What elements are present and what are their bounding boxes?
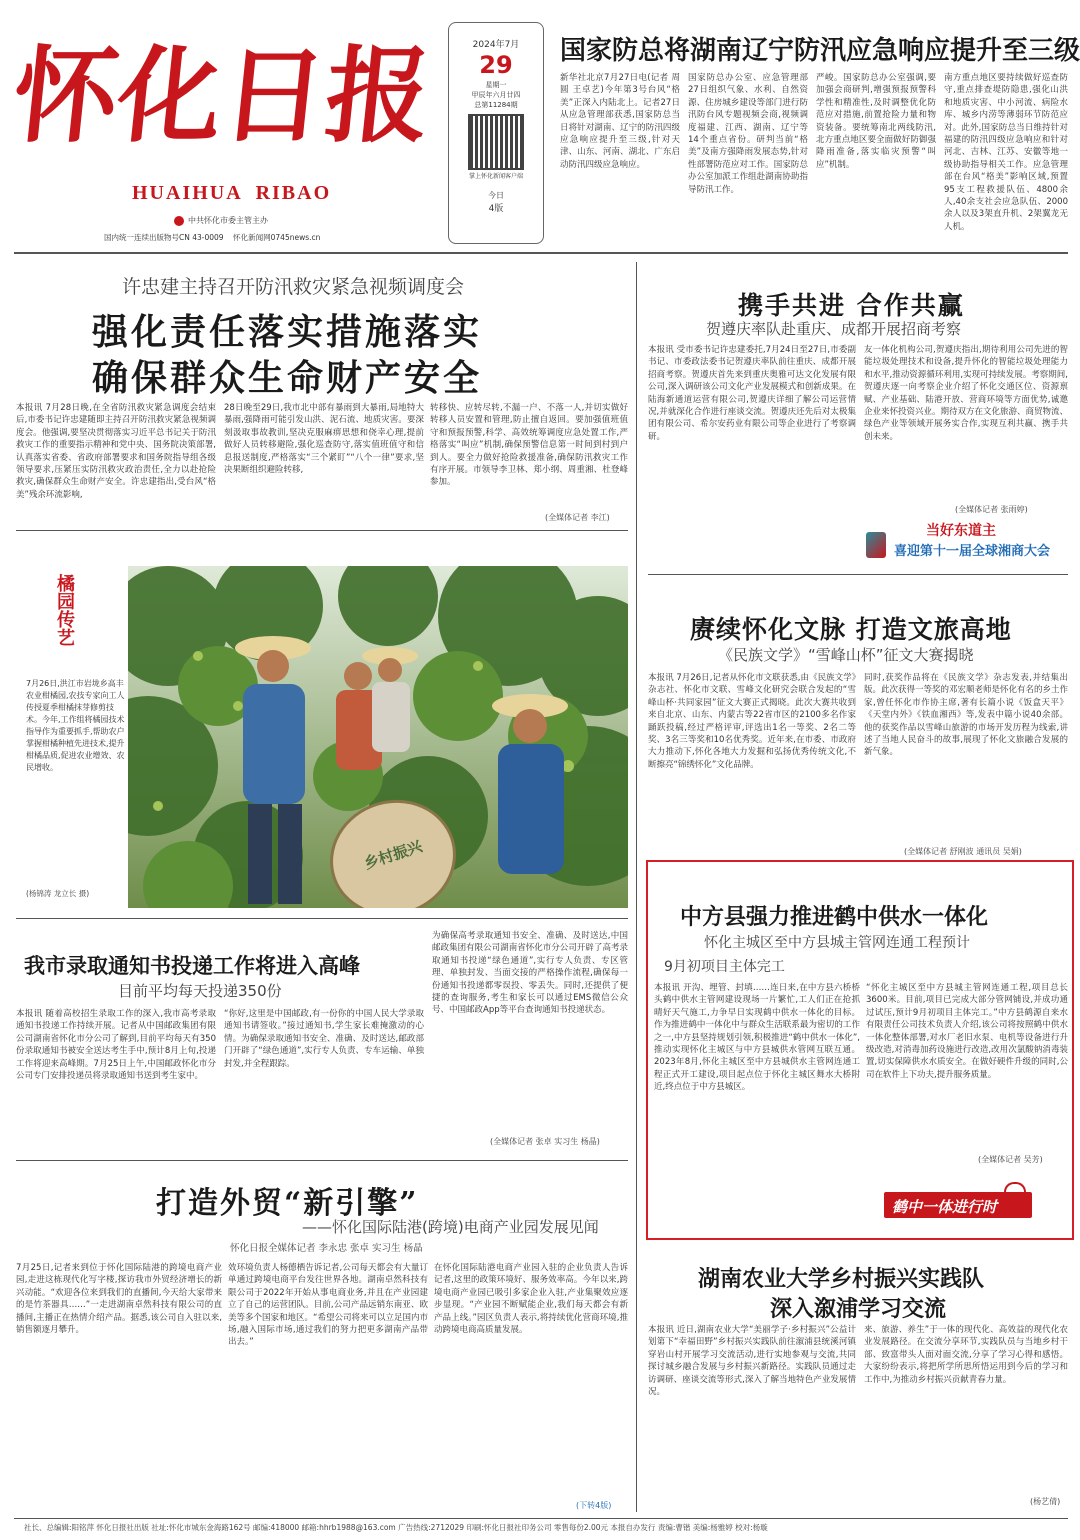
left-divider-3 (16, 1160, 628, 1161)
masthead-pinyin: HUAIHUA RIBAO (132, 182, 332, 204)
column-divider (636, 262, 637, 1512)
right-story2-col1: 本报讯 7月26日,记者从怀化市文联获悉,由《民族文学》杂志社、怀化市文联、雪峰文化研究会联合发起的“雪峰山杯·共同家园”征文大赛正式揭晓。此次大赛共收到来自北京、山东、内蒙古等22省市区的2100多名作家踊跃投稿,经过严格评审,评选出1名一等奖、2名二等奖、3名三等奖和10名优秀奖。近年来,在市委、市政府大力推动下,怀化各地大力发掘和弘扬优秀传统文化,不断擦亮“锦绣怀化”文化品牌。 (648, 673, 856, 770)
featured-sub-1: 怀化主城区至中方县城主管网连通工程预计 (704, 935, 970, 951)
right-story3-col2: 来、旅游、养生”于一体的现代化、高效益的现代化农业发展路径。在交流分享环节,实践队员与当地乡村干部、致富带头人面对面交流,分享了学习心得和感悟。大家纷纷表示,将把所学所思所悟运用到今后的学习和工作中,为推动乡村振兴贡献青春力量。 (864, 1325, 1068, 1385)
featured-credit: (全媒体记者 吴芳) (978, 1155, 1043, 1164)
date-lunar: 甲辰年六月廿四 (471, 91, 521, 99)
right-story2-sub: 《民族文学》“雪峰山杯”征文大赛揭晓 (718, 646, 974, 664)
photo-caption: 7月26日,洪江市岩垅乡高丰农业柑橘园,农技专家向工人传授夏季柑橘抹芽修剪技术。今年,工作组将橘园技术指导作为重要抓手,帮助农户掌握柑橘种植先进技术,提升柑橘品质,促进农业增效、农民增收。 (26, 679, 125, 772)
featured-col1: 本报讯 开沟、埋管、封填……连日来,在中方县六桥桥头鹤中供水主管网建设现场一片繁忙,工人们正在抢抓晴好天气施工,力争早日实现鹤中供水一体化的目标。作为推进鹤中一体化中与群众生活联系最为密切的工作之一,中方县坚持规划引领,积极推进“鹤中供水一体化”,推动实现怀化主城区与中方县城供水管网互联互通。2023年8月,怀化主城区至中方县城供水主管网连通工程正式开工建设,项目起点位于怀化主城区舞水大桥附近,终点位于中方县城区。 (654, 983, 860, 1093)
left-story2-col3: 为确保高考录取通知书安全、准确、及时送达,中国邮政集团有限公司湖南省怀化市分公司开辟了高考录取通知书投递“绿色通道”,实行专人负责、专区管理、单独封发、当面交接的严格操作流程,确保每一份通知书投递都零误投、零丢失。同时,还提供了便捷的查询服务,考生和家长可以通过EMS微信公众号、中国邮政App等平台查询通知书投递状态。 (432, 931, 628, 1016)
left-divider-1 (16, 530, 628, 531)
right-story1-sub: 贺遵庆率队赴重庆、成都开展招商考察 (706, 320, 962, 338)
right-story3-credit: (杨艺倩) (1030, 1497, 1061, 1506)
top-story-col1: 新华社北京7月27日电(记者 周圆 王卓艺)今年第3号台风“格美”正深入内陆北上。记者27日从应急管理部获悉,国家防总当日将针对湖南、辽宁的防汛四级应急响应提升至三级,针对天津、山东、河南、湖北、广东启动防汛四级应急响应。 (560, 73, 680, 170)
today-label: 今日 (488, 191, 504, 200)
right-story1-col1: 本报讯 受市委书记许忠建委托,7月24日至27日,市委副书记、市委政法委书记贺遵庆率队前往重庆、成都开展招商考察。贺遵庆首先来到重庆奥雅可达文化发展有限公司,深入调研该公司文化产业发展模式和创新成果。在陆海新通道运营有限公司,贺遵庆详细了解公司运营情况,并就深化合作进行座谈交流。贺遵庆还先后对太极集团有限公司、希尔安药业有限公司等企业进行了考察调研。 (648, 345, 856, 442)
left-lead-credit: (全媒体记者 李江) (545, 513, 610, 522)
center-story-headline: 打造外贸“新引擎” (156, 1186, 419, 1221)
masthead-logo: 怀化日报 (7, 34, 437, 157)
cn-number: 国内统一连续出版物号CN 43-0009 (104, 233, 224, 242)
featured-headline: 中方县强力推进鹤中供水一体化 (680, 904, 989, 930)
left-lead-col2: 28日晚至29日,我市北中部有暴雨到大暴雨,局地特大暴雨,强降雨可能引发山洪、泥石流、地质灾害。要深刻汲取事故教训,坚决克服麻痹思想和侥幸心理,提前做好人员转移避险,强化巡查防守,落实值班值守和信息报送制度,严格落实“三个紧盯”“八个一律”要求,坚决果断组织避险转移, (224, 403, 424, 476)
date-issue: 总第11284期 (474, 101, 518, 109)
hat-text: 乡村振兴 (361, 837, 425, 873)
qr-code-icon (470, 116, 522, 168)
feature-series-logo (884, 1192, 1032, 1218)
featured-col2: “怀化主城区至中方县城主管网连通工程,项目总长3600米。目前,项目已完成大部分管网铺设,并成功通过试压,预计9月初项目主体完工。”中方县鹤源自来水有限责任公司技术负责人介绍,该公司将按照鹤中供水一体化整体部署,对水厂老旧水泵、电机等设备进行升级改造,对消毒加药设施进行改造,改用次氯酸钠消毒装置,切实保障供水水质安全。在做好硬件升级的同时,公司在软件上下功夫,提升服务质量。 (866, 983, 1068, 1080)
pages-count: 4版 (488, 204, 504, 214)
featured-story-box (646, 860, 1074, 1240)
photo-credit: (杨锦涛 龙立长 摄) (26, 889, 90, 898)
xiangshang-banner (866, 518, 1068, 566)
masthead (7, 14, 444, 244)
left-story2-col1: 本报讯 随着高校招生录取工作的深入,我市高考录取通知书投递工作持续开展。记者从中国邮政集团有限公司湖南省怀化市分公司了解到,目前平均每天有350份录取通知书被安全送达考生手中,预计8月上旬,投递工作将迎来高峰期。7月25日上午,中国邮政怀化市分公司专门安排投递员将录取通知书送到考生家中。 (16, 1009, 216, 1082)
photo-orchard (128, 566, 628, 908)
footer-text: 社长、总编辑:阳铭萍 怀化日报社出版 社址:怀化市城东金海路162号 邮编:418000 邮箱:hhrb1988@163.com 广告热线:2712029 印刷:怀化日报社印务公司 零售每份2.00元 本报自办发行 责编:曹锴 美编:杨雅婷 校对:杨璇 (24, 1523, 768, 1532)
center-story-col3: 在怀化国际陆港电商产业园入驻的企业负责人告诉记者,这里的政策环境好、服务效率高。今年以来,跨境电商产业园已吸引多家企业入驻,产业集聚效应逐步显现。“产业园不断赋能企业,我们每天都会有新产品上线。”园区负责人表示,将持续优化营商环境,推动跨境电商高质量发展。 (434, 1263, 628, 1336)
masthead-divider (14, 252, 1068, 254)
date-day: 29 (479, 51, 513, 79)
right-story2-headline: 赓续怀化文脉 打造文旅高地 (690, 615, 1012, 644)
right-story1-col2: 友一体化机构公司,贺遵庆指出,期待利用公司先进的智能垃圾处理技术和设备,提升怀化的智能垃圾处理能力和水平,推动资源循环利用,实现可持续发展。考察期间,贺遵庆逐一向考察企业介绍了怀化交通区位、资源禀赋、产业基础、陆港开放、营商环境等方面优势,诚邀企业来怀投资兴业。期待双方在文化旅游、商贸物流、绿色产业等领域开展务实合作,实现互利共赢、携手共创未来。 (864, 345, 1068, 442)
date-weekday: 星期一 (485, 81, 507, 89)
right-story1-credit: (全媒体记者 张雨婷) (955, 505, 1028, 514)
right-story2-col2: 同时,获奖作品将在《民族文学》杂志发表,并结集出版。此次获得一等奖的邓宏顺老师是怀化有名的乡土作家,曾任怀化市作协主席,著有长篇小说《饭盒天平》《天堂内外》《铁血湘西》等,发表中篇小说40余部。他的获奖作品以雪峰山旅游的市场开发历程为线索,讲述了当地人民奋斗的故事,展现了怀化文旅融合发展的新气象。 (864, 673, 1068, 758)
date-box (448, 22, 544, 244)
right-story3-headline-2: 深入溆浦学习交流 (770, 1296, 947, 1322)
feature-series-text: 鹤中一体进行时 (892, 1198, 998, 1216)
center-story-continued: (下转4版) (576, 1501, 612, 1510)
top-story-headline: 国家防总将湖南辽宁防汛应急响应提升至三级 (560, 36, 1080, 66)
right-story3-col1: 本报讯 近日,湖南农业大学“美丽学子·乡村振兴”公益计划第下“幸福田野”乡村振兴实践队前往溆浦县统溪河镇穿岩山村开展学习交流活动,进行实地参观与交流,共同探讨城乡融合发展与乡村振兴新路径。实践队员通过走访调研、座谈交流等形式,深入了解当地特色产业发展情况。 (648, 1325, 856, 1398)
center-story-sub: ——怀化国际陆港(跨境)电商产业园发展见闻 (302, 1218, 599, 1236)
pavilion-icon (1004, 1182, 1026, 1192)
right-story2-credit: (全媒体记者 舒刚波 通讯员 吴娟) (904, 847, 1022, 856)
right-story3-headline-1: 湖南农业大学乡村振兴实践队 (698, 1266, 985, 1292)
top-story-col3: 严峻。国家防总办公室强调,要加强会商研判,增强预报预警科学性和精准性,及时调整优化防范应对措施,前置抢险力量和物资装备。要统筹南北两线防汛,北方重点地区要全面做好防御强降雨准备,落实临灾预警“叫应”机制。 (816, 73, 936, 170)
left-lead-col3: 转移快、应转尽转,不漏一户、不落一人,并切实做好转移人员安置和管理,防止擅自返回。要加强值班值守和预报预警,科学、高效统筹调度应急处置工作,严格落实“叫应”机制,确保预警信息第一时间到村到户到人。要全力做好抢险救援准备,确保防汛救灾工作有序开展。市领导李卫林、郑小纲、周重湘、杜登峰参加。 (430, 403, 628, 488)
masthead-sponsor: 中共怀化市委主管主办 (188, 216, 268, 225)
top-story-col2: 国家防总办公室、应急管理部27日组织气象、水利、自然资源、住房城乡建设等部门进行防汛防台风专题视频会商,视频调度福建、江西、湖南、辽宁等14个重点省份。研判当前“格美”及南方强降雨发展态势,针对性部署防范应对工作。国家防总办公室加派工作组赴湖南协助指导防汛工作。 (688, 73, 808, 195)
date-year-month: 2024年7月 (472, 40, 520, 50)
left-lead-kicker: 许忠建主持召开防汛救灾紧急视频调度会 (122, 276, 465, 298)
banner-line1: 当好东道主 (926, 523, 996, 539)
left-story2-col2: “你好,这里是中国邮政,有一份你的中国人民大学录取通知书请签收。”接过通知书,学生家长难掩激动的心情。为确保录取通知书安全、准确、及时送达,邮政部门开辟了“绿色通道”,实行专人负责、专车运输、单独封发,并全程跟踪。 (224, 1009, 424, 1069)
center-story-col2: 效环境负责人杨德栖告诉记者,公司每天都会有大量订单通过跨境电商平台发往世界各地。湖南卓然科技有限公司于2022年开始从事电商业务,并且在产业园建立了自己的运营团队。目前,公司产品远销东南亚、欧美等多个国家和地区。“希望公司将来可以立足国内市场,融入国际市场,通过我们的努力把更多湖南产品带出去。” (228, 1263, 428, 1348)
footer-rule (14, 1518, 1068, 1519)
featured-sub-2: 9月初项目主体完工 (664, 959, 785, 975)
left-story2-sub: 目前平均每天投递350份 (118, 982, 282, 1000)
photo-label: 橘园传艺 (54, 574, 75, 646)
left-lead-headline-1: 强化责任落实措施落实 (92, 311, 483, 353)
masthead-info (104, 232, 320, 243)
left-divider-2 (16, 918, 628, 919)
party-emblem-icon (174, 216, 184, 226)
left-story2-headline: 我市录取通知书投递工作将进入高峰 (24, 953, 360, 978)
right-divider-1 (648, 574, 1068, 575)
left-lead-headline-2: 确保群众生命财产安全 (92, 357, 483, 399)
photo-caption-column (16, 566, 128, 908)
qr-caption: 掌上怀化新闻客户端 (468, 173, 523, 180)
center-story-col1: 7月25日,记者来到位于怀化国际陆港的跨境电商产业园,走进这栋现代化写字楼,探访我市外贸经济增长的新兴动能。“欢迎各位来到我们的直播间,今天给大家带来的是竹茶器具……”一走进湖南卓然科技有限公司的直播间,主播正在热情介绍产品。据悉,该公司自入驻以来,销售额逐月攀升。 (16, 1263, 222, 1336)
website: 怀化新闻网0745news.cn (233, 233, 321, 242)
left-lead-col1: 本报讯 7月28日晚,在全省防汛救灾紧急调度会结束后,市委书记许忠建随即主持召开防汛救灾紧急视频调度会。他强调,要坚决贯彻落实习近平总书记关于防汛救灾工作的重要指示精神和党中央、国务院决策部署,认真落实省委、省政府部署要求和国务院指导组各级领导要求,压紧压实防汛救灾政治责任,全力以赴抢险救灾,确保群众生命财产安全。许忠建指出,受台风“格美”残余环流影响, (16, 403, 216, 500)
center-story-byline: 怀化日报全媒体记者 李永忠 张卓 实习生 杨晶 (230, 1243, 423, 1254)
left-story2-credit: (全媒体记者 张卓 实习生 杨晶) (490, 1137, 600, 1146)
right-story1-headline: 携手共进 合作共赢 (738, 291, 965, 320)
banner-line2: 喜迎第十一届全球湘商大会 (894, 544, 1051, 559)
banner-swoosh-icon (866, 532, 886, 558)
top-story-col4: 南方重点地区要持续做好巡查防守,重点排查堤防隐患,强化山洪和地质灾害、中小河流、病险水库、城乡内涝等薄弱环节防范应对。此外,国家防总当日维持针对福建的防汛四级应急响应和针对河北、吉林、江苏、安徽等地一级协助指导相关工作。应急管理部在台风“格美”影响区域,预置95支工程救援队伍、4800余人,40余支社会应急队伍、2000余人以及3架直升机、2架翼龙无人机。 (944, 73, 1068, 232)
